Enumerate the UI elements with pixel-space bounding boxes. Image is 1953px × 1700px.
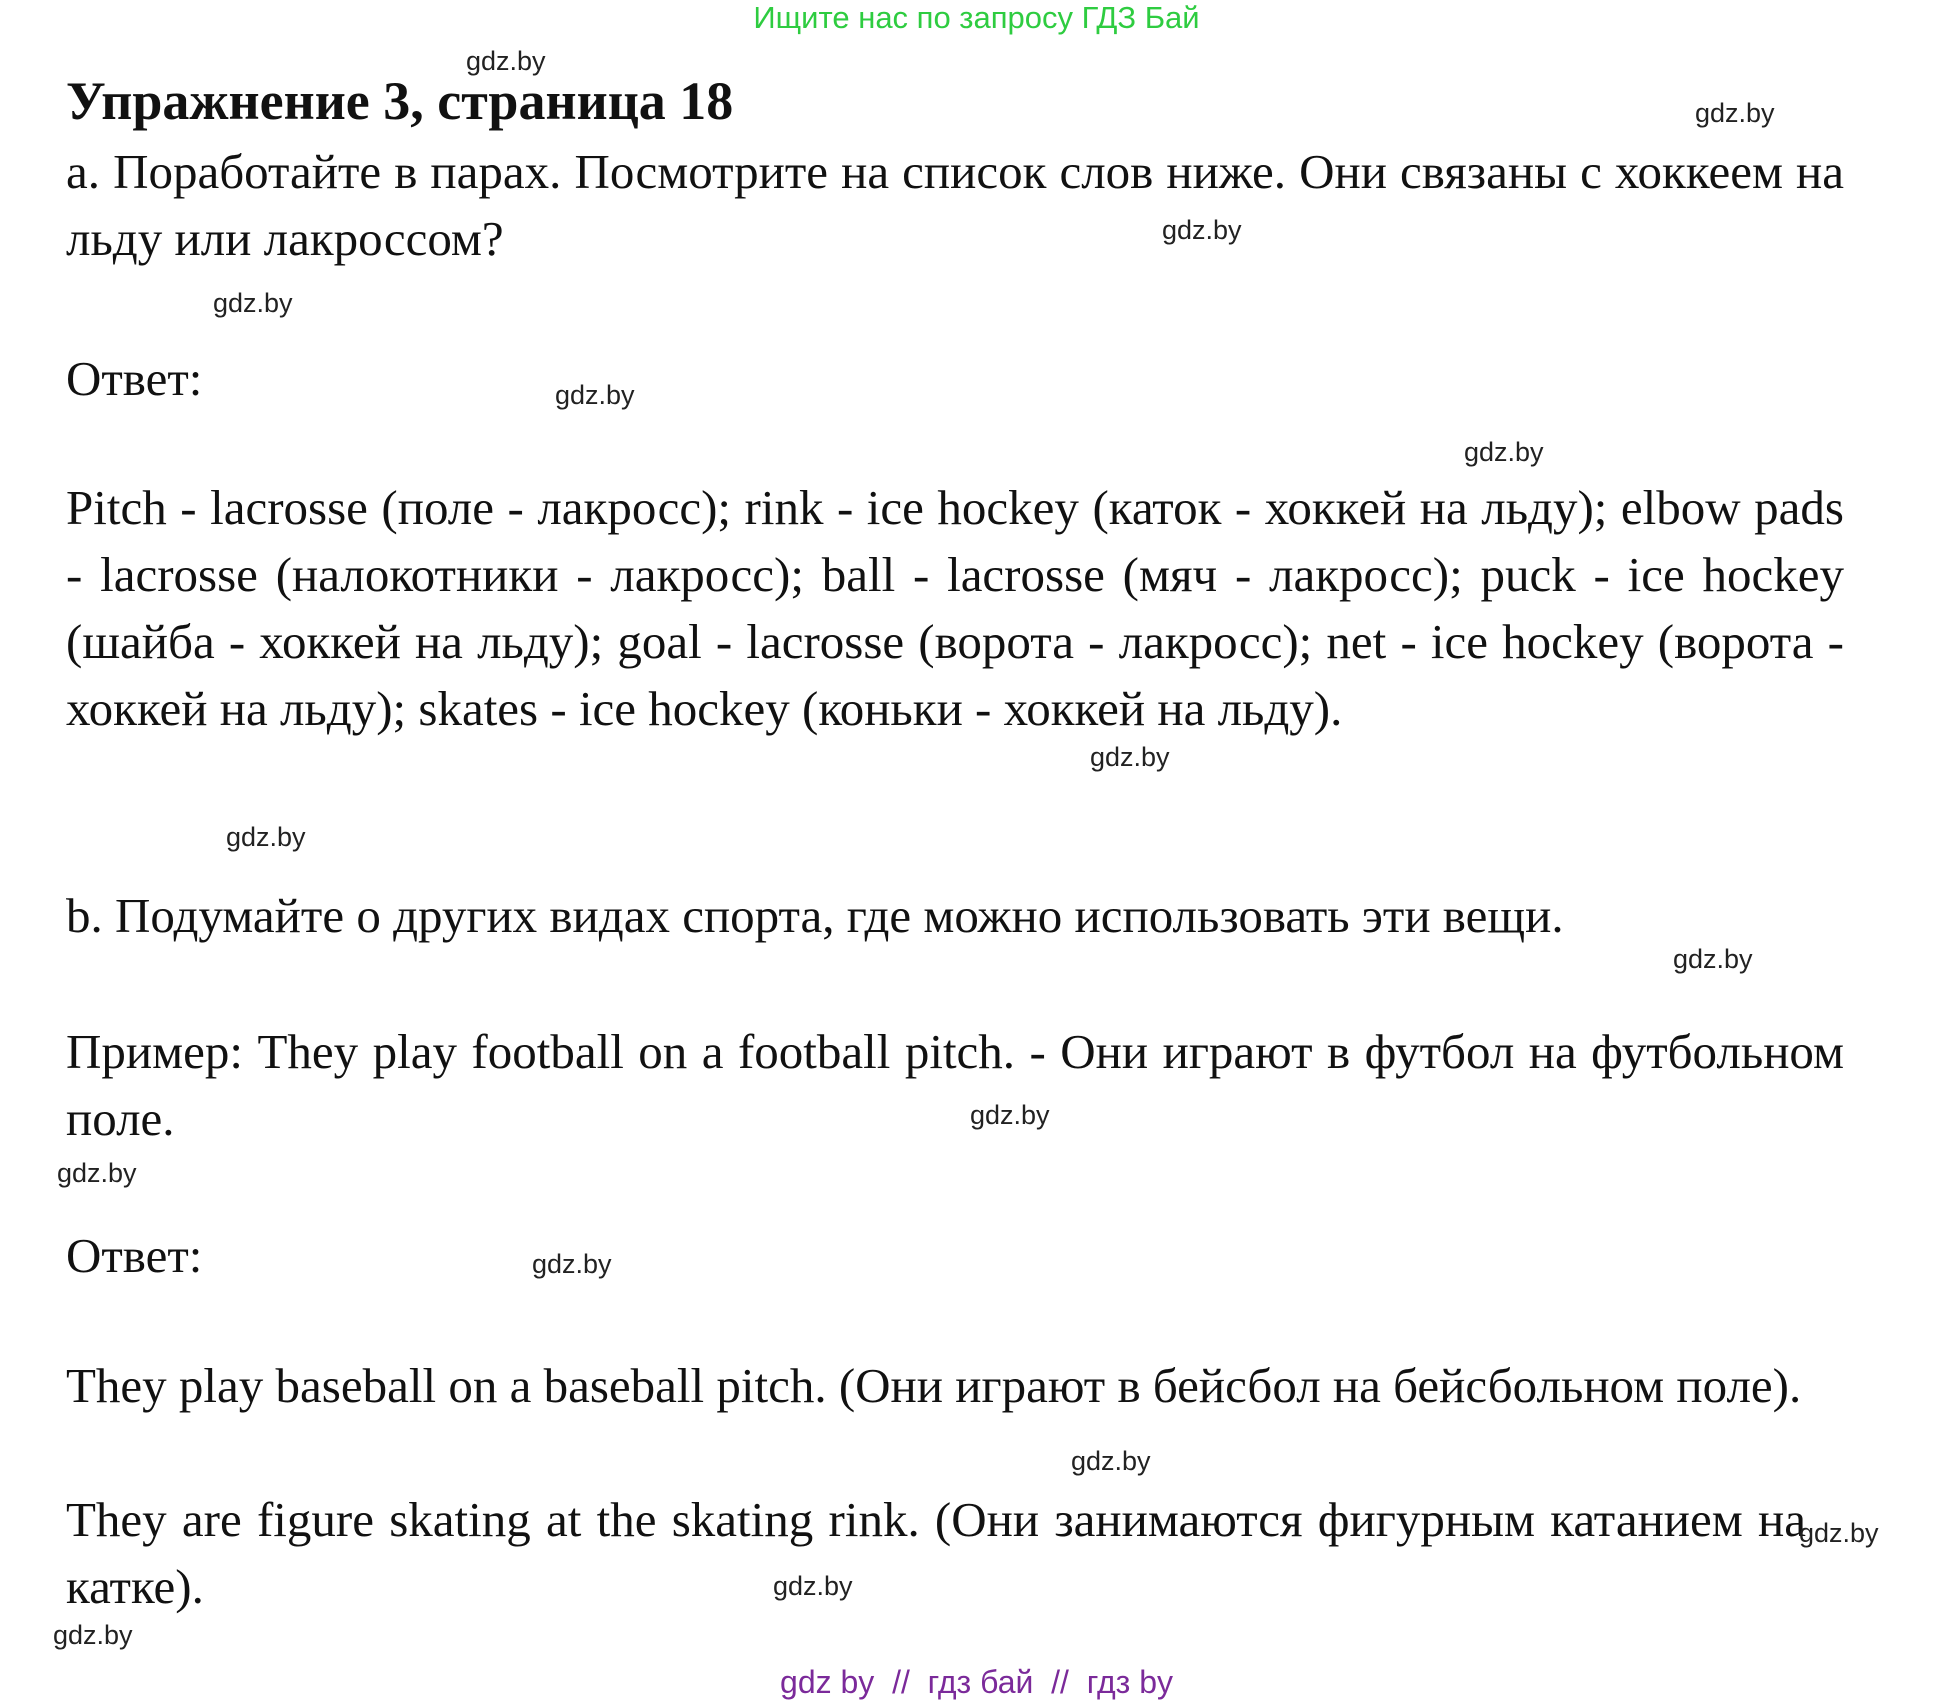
answer-label: Ответ: [66, 351, 203, 406]
watermark: gdz.by [226, 822, 306, 852]
answer-b-line-2: They are figure skating at the skating rink. (Они занимаются фигурным катанием на катке). [66, 1492, 1806, 1614]
watermark: gdz.by [1673, 944, 1753, 974]
watermark: gdz.by [213, 288, 293, 318]
watermark: gdz.by [1464, 437, 1544, 467]
watermark: gdz.by [57, 1158, 137, 1188]
exercise-title: Упражнение 3, страница 18 [66, 71, 734, 131]
watermark: gdz.by [555, 380, 635, 410]
watermark: gdz.by [1071, 1446, 1151, 1476]
answer-a-text: Pitch - lacrosse (поле - лакросс); rink - ice hockey (каток - хоккей на льду); elbow pads - lacrosse (налокотники - лакросс); ball - lacrosse (мяч - лакросс); puck - ice hockey (шайба - хоккей на льду); goal - lacrosse (ворота - лакросс); net - ice hockey (ворота - хоккей на льду); skates - ice hockey (коньки - хоккей на льду). [66, 480, 1844, 736]
watermark: gdz.by [466, 46, 546, 76]
watermark: gdz.by [53, 1620, 133, 1650]
example-text: Пример: They play football on a football pitch. - Они играют в футбол на футбольном поле. [66, 1024, 1844, 1146]
watermark: gdz.by [1090, 742, 1170, 772]
watermark: gdz.by [1799, 1518, 1879, 1548]
watermark: gdz.by [532, 1249, 612, 1279]
watermark: gdz.by [1162, 215, 1242, 245]
watermark: gdz.by [1695, 98, 1775, 128]
task-a-text: a. Поработайте в парах. Посмотрите на список слов ниже. Они связаны с хоккеем на льду или лакроссом? [66, 144, 1844, 266]
top-banner: Ищите нас по запросу ГДЗ Бай [753, 0, 1200, 35]
footer-links: gdz by // гдз бай // гдз by [780, 1664, 1173, 1700]
task-b-text: b. Подумайте о других видах спорта, где можно использовать эти вещи. [66, 888, 1564, 943]
answer-b-line-1: They play baseball on a baseball pitch. (Они играют в бейсбол на бейсбольном поле). [66, 1358, 1802, 1413]
answer-label: Ответ: [66, 1228, 203, 1283]
watermark: gdz.by [773, 1571, 853, 1601]
watermark: gdz.by [970, 1100, 1050, 1130]
